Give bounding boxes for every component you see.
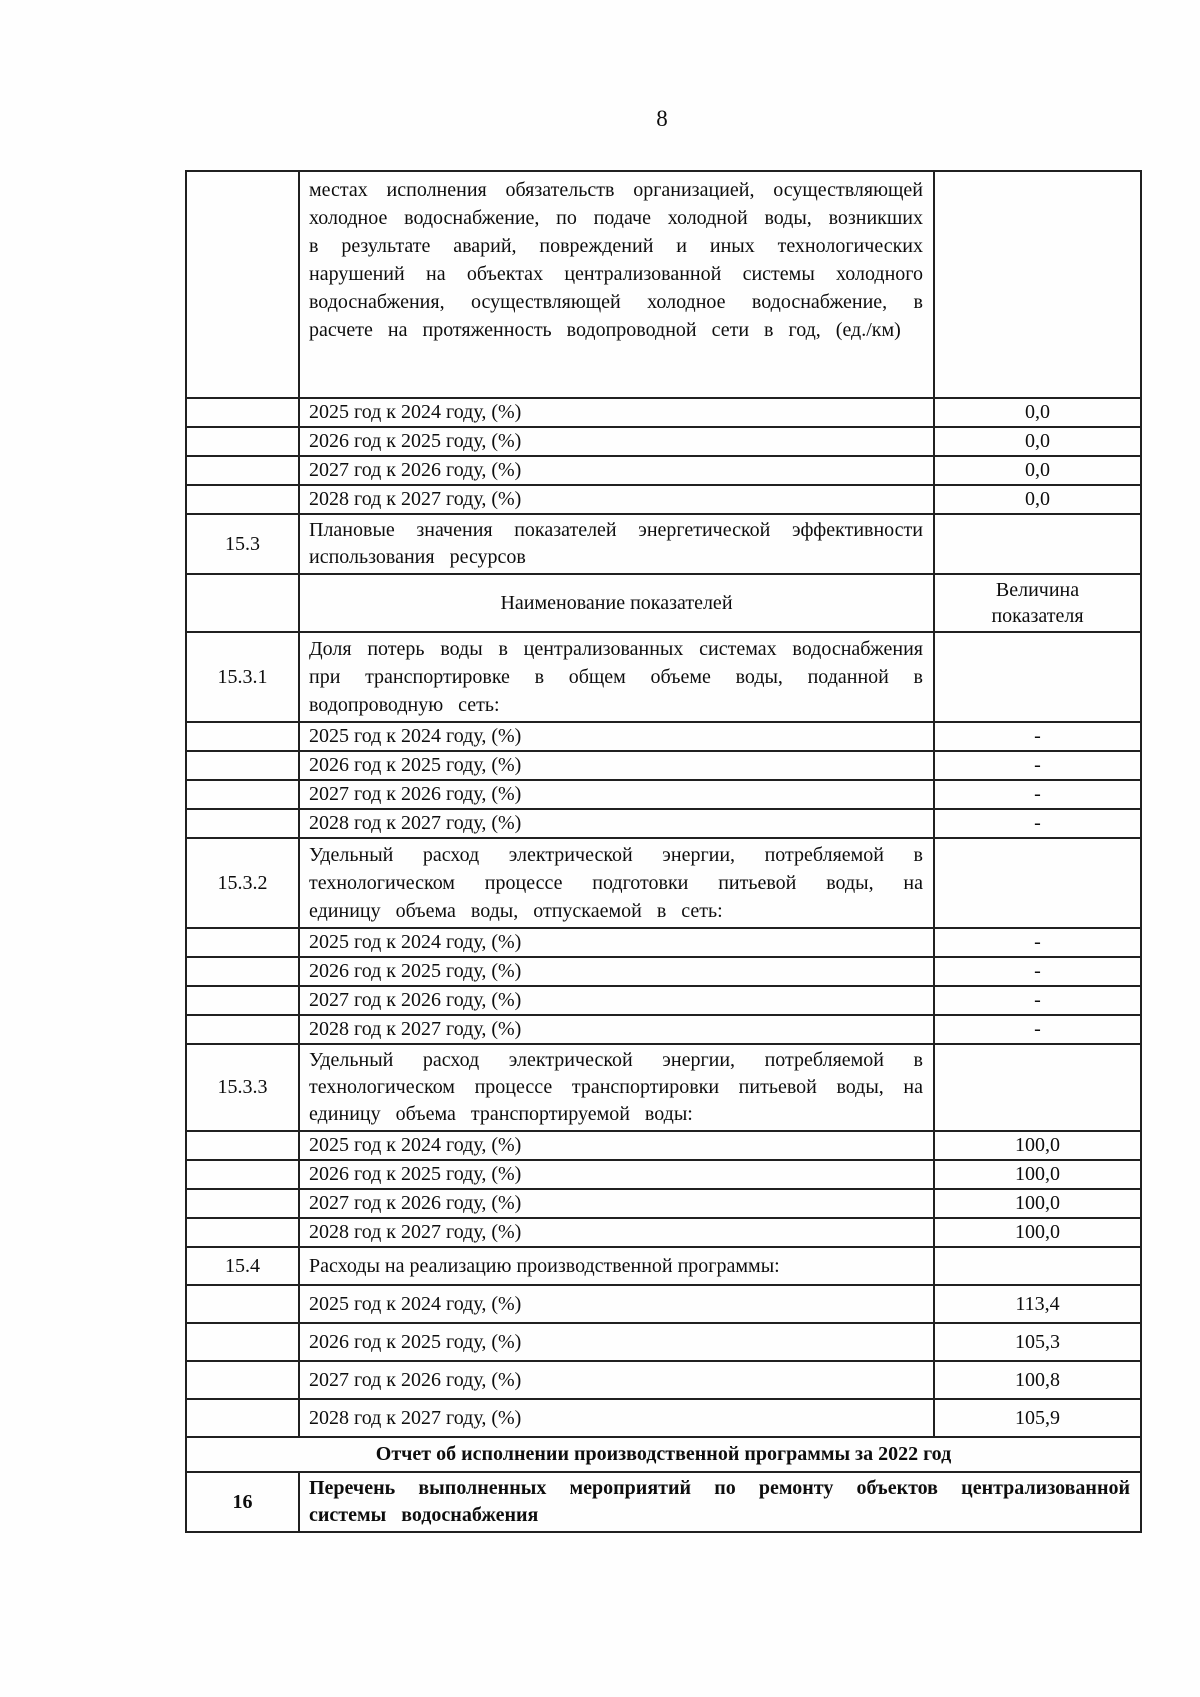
table-row-year (186, 780, 1141, 809)
row-text-cell: 2026 год к 2025 году, (%) (299, 1160, 934, 1189)
column-header-value: Величина показателя (934, 574, 1141, 632)
row-value-cell: 100,0 (934, 1189, 1141, 1218)
row-value-cell: - (934, 751, 1141, 780)
table-row-year (186, 427, 1141, 456)
row-value-cell: 105,3 (934, 1323, 1141, 1361)
report-header-cell: Отчет об исполнении производственной программы за 2022 год (186, 1437, 1141, 1472)
row-number-cell (186, 456, 299, 485)
table-row-report-header (186, 1437, 1141, 1472)
row-number-cell (186, 722, 299, 751)
row-value-cell: 100,0 (934, 1218, 1141, 1247)
table-row-year (186, 1399, 1141, 1437)
row-text-cell: Удельный расход электрической энергии, потребляемой в технологическом процессе транспортировки питьевой воды, на единицу объема транспортируемой воды: (299, 1044, 934, 1131)
row-text-cell: 2027 год к 2026 году, (%) (299, 456, 934, 485)
row-value-cell (934, 838, 1141, 928)
row-number-cell (186, 957, 299, 986)
row-number-cell (186, 574, 299, 632)
row-text-cell: 2025 год к 2024 году, (%) (299, 398, 934, 427)
row-text-cell: 2025 год к 2024 году, (%) (299, 1131, 934, 1160)
row-text-cell: 2027 год к 2026 году, (%) (299, 1189, 934, 1218)
row-value-cell: 0,0 (934, 427, 1141, 456)
row-number-cell (186, 986, 299, 1015)
table-row-year (186, 1131, 1141, 1160)
row-text-cell: 2028 год к 2027 году, (%) (299, 1218, 934, 1247)
column-header-name: Наименование показателей (299, 574, 934, 632)
row-number-cell (186, 1361, 299, 1399)
row-text-cell: 2027 год к 2026 году, (%) (299, 780, 934, 809)
row-value-cell (934, 1247, 1141, 1285)
row-value-cell: - (934, 780, 1141, 809)
table-row-section-15-4 (186, 1247, 1141, 1285)
row-text-cell: 2028 год к 2027 году, (%) (299, 809, 934, 838)
row-text-cell: 2026 год к 2025 году, (%) (299, 957, 934, 986)
row-value-cell: - (934, 957, 1141, 986)
row-number-cell (186, 398, 299, 427)
table-row-year (186, 1361, 1141, 1399)
row-number-cell (186, 1160, 299, 1189)
table-row-year (186, 1189, 1141, 1218)
row-value-cell: 0,0 (934, 456, 1141, 485)
table-row-year (186, 1285, 1141, 1323)
row-value-cell: - (934, 928, 1141, 957)
table-row-year (186, 1218, 1141, 1247)
row-value-cell: 100,8 (934, 1361, 1141, 1399)
row-text-cell: Плановые значения показателей энергетической эффективности использования ресурсов (299, 514, 934, 574)
row-number-cell: 15.3.1 (186, 632, 299, 722)
row-number-cell (186, 1131, 299, 1160)
row-value-cell: 105,9 (934, 1399, 1141, 1437)
row-value-cell: - (934, 722, 1141, 751)
table-row-year (186, 809, 1141, 838)
row-value-cell: 0,0 (934, 398, 1141, 427)
row-number-cell (186, 171, 299, 398)
page-number: 8 (656, 106, 669, 131)
row-value-cell: 100,0 (934, 1160, 1141, 1189)
row-value-cell: - (934, 1015, 1141, 1044)
row-number-cell (186, 928, 299, 957)
row-number-cell: 15.4 (186, 1247, 299, 1285)
row-number-cell (186, 1189, 299, 1218)
row-text-cell: 2028 год к 2027 году, (%) (299, 1399, 934, 1437)
row-text-cell: Расходы на реализацию производственной программы: (299, 1247, 934, 1285)
row-number-cell (186, 1285, 299, 1323)
row-text-cell: 2026 год к 2025 году, (%) (299, 427, 934, 456)
table-row-year (186, 1015, 1141, 1044)
row-number-cell: 15.3.3 (186, 1044, 299, 1131)
row-number-cell (186, 780, 299, 809)
table-row-year (186, 398, 1141, 427)
row-text-cell: Удельный расход электрической энергии, потребляемой в технологическом процессе подготовки питьевой воды, на единицу объема воды, отпускаемой в сеть: (299, 838, 934, 928)
table-row-section-15-3-3 (186, 1044, 1141, 1131)
row-value-cell: 113,4 (934, 1285, 1141, 1323)
row-number-cell (186, 427, 299, 456)
table-row-section-15-3-1 (186, 632, 1141, 722)
row-value-cell (934, 1044, 1141, 1131)
row-number-cell: 16 (186, 1472, 299, 1532)
row-value-cell: 0,0 (934, 485, 1141, 514)
table-row-year (186, 485, 1141, 514)
production-program-table (185, 170, 1142, 1533)
row-text-cell: 2028 год к 2027 году, (%) (299, 485, 934, 514)
row-text-cell: 2026 год к 2025 году, (%) (299, 751, 934, 780)
row-text-cell: местах исполнения обязательств организацией, осуществляющей холодное водоснабжение, по подаче холодной воды, возникших в результате аварий, повреждений и иных технологических нарушений на объектах централизованной системы холодного водоснабжения, осуществляющей холодное водоснабжение, в расчете на протяженность водопроводной сети в год, (ед./км) (299, 171, 934, 398)
row-text-cell: Доля потерь воды в централизованных системах водоснабжения при транспортировке в общем объеме воды, поданной в водопроводную сеть: (299, 632, 934, 722)
row-text-cell: 2028 год к 2027 году, (%) (299, 1015, 934, 1044)
row-text-cell: 2027 год к 2026 году, (%) (299, 1361, 934, 1399)
row-number-cell (186, 1015, 299, 1044)
table-row-continuation (186, 171, 1141, 398)
table-row-year (186, 957, 1141, 986)
row-number-cell (186, 809, 299, 838)
row-number-cell: 15.3 (186, 514, 299, 574)
row-number-cell (186, 485, 299, 514)
table-row-column-header (186, 574, 1141, 632)
row-number-cell: 15.3.2 (186, 838, 299, 928)
table-row-year (186, 456, 1141, 485)
row-text-cell: 2026 год к 2025 году, (%) (299, 1323, 934, 1361)
row-text-cell: Перечень выполненных мероприятий по ремонту объектов централизованной системы водоснабжения (299, 1472, 1141, 1532)
row-value-cell (934, 171, 1141, 398)
row-number-cell (186, 1218, 299, 1247)
row-number-cell (186, 751, 299, 780)
row-text-cell: 2025 год к 2024 году, (%) (299, 928, 934, 957)
table-row-year (186, 928, 1141, 957)
row-text-cell: 2025 год к 2024 году, (%) (299, 1285, 934, 1323)
table-row-item-16 (186, 1472, 1141, 1532)
table-row-section-15-3 (186, 514, 1141, 574)
table-row-section-15-3-2 (186, 838, 1141, 928)
row-value-cell: 100,0 (934, 1131, 1141, 1160)
row-value-cell (934, 514, 1141, 574)
row-value-cell (934, 632, 1141, 722)
row-value-cell: - (934, 809, 1141, 838)
row-value-cell: - (934, 986, 1141, 1015)
table-row-year (186, 722, 1141, 751)
table-row-year (186, 1323, 1141, 1361)
table-row-year (186, 1160, 1141, 1189)
row-number-cell (186, 1399, 299, 1437)
row-text-cell: 2025 год к 2024 году, (%) (299, 722, 934, 751)
row-number-cell (186, 1323, 299, 1361)
table-row-year (186, 986, 1141, 1015)
row-text-cell: 2027 год к 2026 году, (%) (299, 986, 934, 1015)
table-row-year (186, 751, 1141, 780)
